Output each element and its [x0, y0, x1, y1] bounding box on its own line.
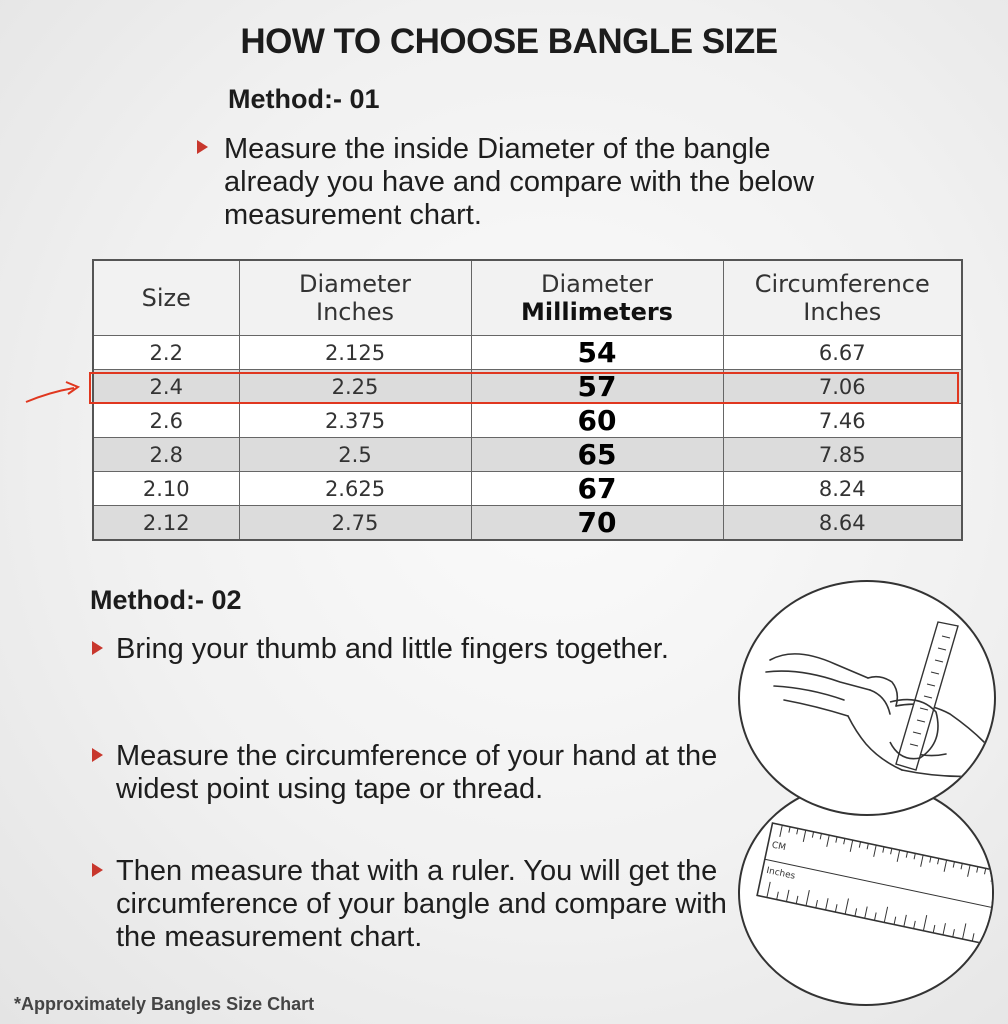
- cell-size: 2.4: [93, 370, 239, 404]
- table-row: [93, 438, 962, 472]
- ruler-inches-label: Inches: [765, 865, 797, 882]
- cell-circumference: 6.67: [723, 336, 962, 370]
- cell-circumference: 7.85: [723, 438, 962, 472]
- cell-size: 2.6: [93, 404, 239, 438]
- hand-measure-illustration: [738, 580, 996, 816]
- table-row: [93, 336, 962, 370]
- cell-circumference: 7.46: [723, 404, 962, 438]
- cell-circumference: 8.64: [723, 506, 962, 541]
- cell-size: 2.8: [93, 438, 239, 472]
- method-1-bullet: Measure the inside Diameter of the bangle already you have and compare with the below measurement chart.: [224, 133, 815, 231]
- cell-diameter-in: 2.125: [239, 336, 471, 370]
- cell-diameter-in: 2.5: [239, 438, 471, 472]
- table-header-row: [93, 260, 962, 336]
- table-row-highlighted: [93, 370, 962, 404]
- page-title: HOW TO CHOOSE BANGLE SIZE: [240, 22, 778, 61]
- method-2-bullet-3: Then measure that with a ruler. You will get the circumference of your bangle and compare with the measurement chart.: [116, 855, 727, 953]
- table-row: [93, 404, 962, 438]
- method-2-bullet-2: Measure the circumference of your hand at the widest point using tape or thread.: [116, 740, 718, 805]
- cell-diameter-mm: 54: [471, 336, 723, 370]
- header-circumference: Circumference Inches: [723, 260, 962, 336]
- ruler-cm-label: CM: [770, 840, 787, 854]
- footnote: *Approximately Bangles Size Chart: [14, 994, 315, 1014]
- method-1-heading: Method:- 01: [228, 84, 380, 114]
- cell-size: 2.10: [93, 472, 239, 506]
- bullet-arrow-icon: [92, 748, 103, 762]
- method-2-heading: Method:- 02: [90, 585, 242, 615]
- cell-diameter-mm: 70: [471, 506, 723, 541]
- cell-diameter-in: 2.625: [239, 472, 471, 506]
- cell-diameter-mm: 57: [471, 370, 723, 404]
- header-size: Size: [93, 260, 239, 336]
- cell-diameter-in: 2.25: [239, 370, 471, 404]
- cell-circumference: 8.24: [723, 472, 962, 506]
- cell-diameter-in: 2.75: [239, 506, 471, 541]
- hand-tape-icon: [740, 582, 994, 814]
- pointer-arrow-icon: [22, 380, 82, 406]
- cell-diameter-in: 2.375: [239, 404, 471, 438]
- table-row: [93, 472, 962, 506]
- header-diameter-inches: Diameter Inches: [239, 260, 471, 336]
- table-row: [93, 506, 962, 541]
- bullet-arrow-icon: [92, 863, 103, 877]
- cell-circumference: 7.06: [723, 370, 962, 404]
- cell-size: 2.2: [93, 336, 239, 370]
- bullet-arrow-icon: [197, 140, 208, 154]
- cell-size: 2.12: [93, 506, 239, 541]
- header-diameter-mm: Diameter Millimeters: [471, 260, 723, 336]
- method-2-bullet-1: Bring your thumb and little fingers together.: [116, 633, 669, 665]
- bullet-arrow-icon: [92, 641, 103, 655]
- size-chart-table: [92, 259, 963, 541]
- cell-diameter-mm: 65: [471, 438, 723, 472]
- cell-diameter-mm: 60: [471, 404, 723, 438]
- cell-diameter-mm: 67: [471, 472, 723, 506]
